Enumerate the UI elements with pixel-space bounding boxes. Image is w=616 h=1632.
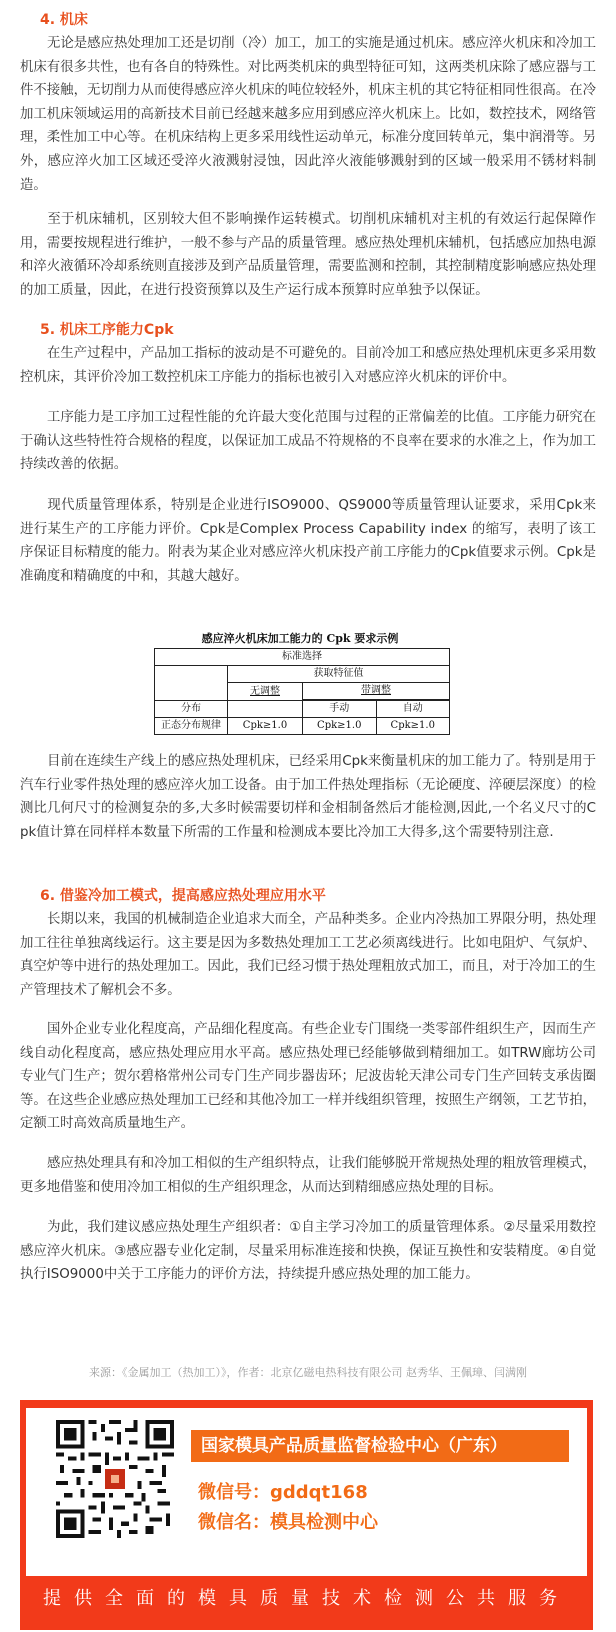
table-cell: Cpk≥1.0: [376, 718, 450, 735]
table-cell: Cpk≥1.0: [303, 718, 377, 735]
org-name-bar: 国家模具产品质量监督检验中心（广东）: [191, 1430, 569, 1462]
section-title-5: 5. 机床工序能力Cpk: [40, 322, 174, 338]
wechat-name: 模具检测中心: [270, 1512, 378, 1533]
article-source: 来源：《金属加工（热加工）》，作者：北京亿磁电热科技有限公司 赵秀华、王佩璋、闫满刚: [89, 1366, 527, 1379]
table-header-distribution: 分布: [155, 701, 228, 718]
table-header-auto: 自动: [376, 701, 450, 718]
banner-card: [26, 1408, 587, 1576]
paragraph: 无论是感应热处理加工还是切削（冷）加工，加工的实施是通过机床。感应淬火机床和冷加工机床有很多共性，也有各自的特殊性。对比两类机床的典型特征可知，这两类机床除了感应器与工件不接触，无切削力从而使得感应淬火机床的吨位较轻外，机床主机的其它特征相同性很高。在冷加工机床领域运用的高新技术目前已经越来越多应用到感应淬火机床上。比如，数控技术，网络管理，柔性加工中心等。在机床结构上更多采用线性运动单元，标准分度回转单元，集中润滑等。另外，感应淬火加工区域还受淬火液溅射浸蚀，因此淬火液能够溅射到的区域一般采用不锈材料制造。: [20, 36, 597, 193]
cpk-table: [150, 630, 450, 735]
table-row-label: 正态分布规律: [155, 718, 228, 735]
table-blank-cell: [228, 701, 303, 718]
wechat-id-line: 微信号：gddqt168: [198, 1482, 368, 1503]
wechat-name-line: 微信名：模具检测中心: [198, 1512, 378, 1533]
section-title-6: 6. 借鉴冷加工模式，提高感应热处理应用水平: [40, 888, 326, 904]
table-header-feature: 获取特征值: [228, 666, 450, 683]
paragraph: 在生产过程中，产品加工指标的波动是不可避免的。目前冷加工和感应热处理机床更多采用数控机床，其评价冷加工数控机床工序能力的指标也被引入对感应淬火机床的评价中。: [20, 346, 597, 385]
section-title-4: 4. 机床: [40, 12, 88, 28]
paragraph: 为此，我们建议感应热处理生产组织者：①自主学习冷加工的质量管理体系。②尽量采用数控感应淬火机床。③感应器专业化定制，尽量采用标准连接和快换，保证互换性和安装精度。④自觉执行ISO9000中关于工序能力的评价方法，持续提升感应热处理的加工能力。: [20, 1220, 596, 1283]
banner-slogan: 提供全面的模具质量技术检测公共服务: [43, 1588, 570, 1609]
paragraph: 目前在连续生产线上的感应热处理机床，已经采用Cpk来衡量机床的加工能力了。特别是用于汽车行业零件热处理的感应淬火加工设备。由于加工件热处理指标（无论硬度、淬硬层深度）的检测比几何尺寸的检测复杂的多,大多时候需要切样和金相制备然后才能检测,因此,一个名义尺寸的Cpk值计算在同样样本数量下所需的工作量和检测成本要比冷加工大得多,这个需要特别注意.: [20, 754, 596, 840]
table-cell: Cpk≥1.0: [228, 718, 303, 735]
qr-code-icon[interactable]: [56, 1420, 174, 1538]
paragraph: 至于机床辅机，区别较大但不影响操作运转模式。切削机床辅机对主机的有效运行起保障作用，需要按规程进行维护，一般不参与产品的质量管理。感应热处理机床辅机，包括感应加热电源和淬火液循环冷却系统则直接涉及到产品质量管理，需要监测和控制，其控制精度影响感应热处理的加工质量，因此，在进行投资预算以及生产运行成本预算时应单独予以保证。: [20, 212, 596, 298]
table-header-standard: 标准选择: [155, 649, 450, 666]
paragraph: 长期以来，我国的机械制造企业追求大而全，产品种类多。企业内冷热加工界限分明，热处理加工往往单独离线运行。这主要是因为多数热处理加工工艺必须离线进行。比如电阻炉、气氛炉、真空炉等中进行的热处理加工。因此，我们已经习惯于热处理粗放式加工，而且，对于冷加工的生产管理技术了解机会不多。: [20, 912, 597, 998]
table-blank-cell: [155, 666, 228, 701]
paragraph: 感应热处理具有和冷加工相似的生产组织特点，让我们能够脱开常规热处理的粗放管理模式，更多地借鉴和使用冷加工相似的生产组织理念，从而达到精细感应热处理的目标。: [20, 1156, 597, 1195]
table-title: 感应淬火机床加工能力的 Cpk 要求示例: [201, 632, 399, 645]
promo-banner: [20, 1400, 593, 1630]
table-header-no-adjust: 无调整: [228, 683, 303, 701]
wechat-id[interactable]: gddqt168: [270, 1482, 368, 1503]
cpk-spec-table: [154, 648, 450, 735]
paragraph: 工序能力是工序加工过程性能的允许最大变化范围与过程的正常偏差的比值。工序能力研究在于确认这些特性符合规格的程度，以保证加工成品不符规格的不良率在要求的水准之上，作为加工持续改善的依据。: [20, 410, 597, 473]
table-header-with-adjust: 带调整: [303, 683, 450, 700]
table-header-manual: 手动: [303, 701, 377, 718]
paragraph: 国外企业专业化程度高，产品细化程度高。有些企业专门围绕一类零部件组织生产，因而生产线自动化程度高，感应热处理应用水平高。感应热处理已经能够做到精细加工。如TRW廊坊公司专业气门生产；贺尔碧格常州公司专门生产同步器齿环；尼波齿轮天津公司专门生产回转支承齿圈等。在这些企业感应热处理加工已经和其他冷加工一样并线组织管理，按照生产纲领，工艺节拍，定额工时高效高质量地生产。: [20, 1022, 597, 1132]
paragraph: 现代质量管理体系，特别是企业进行ISO9000、QS9000等质量管理认证要求，采用Cpk来进行某生产的工序能力评价。Cpk是Complex Process Capability index 的缩写，表明了该工序保证目标精度的能力。附表为某企业对感应淬火机床投产前工序能力的Cpk值要求示例。Cpk是准确度和精确度的中和，其越大越好。: [20, 498, 596, 584]
